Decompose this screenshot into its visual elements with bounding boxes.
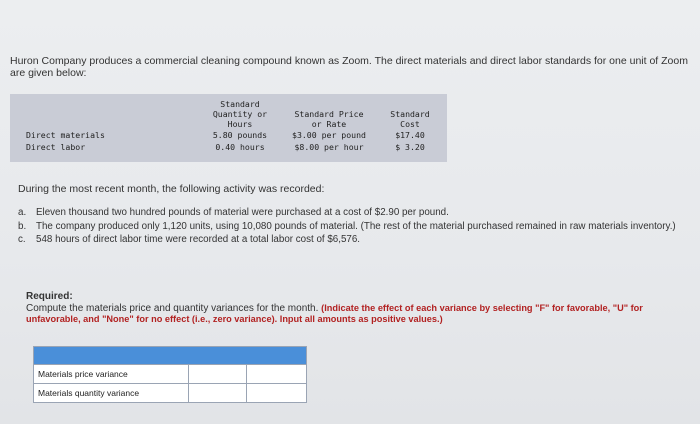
materials-cost: $17.40 [395,130,425,140]
answer-table [33,346,307,403]
row-label-materials-quantity-variance: Materials quantity variance [34,384,189,402]
activity-intro: During the most recent month, the following activity was recorded: [18,183,325,195]
activity-item-b [18,221,688,233]
activity-item-c [18,234,688,246]
required-instruction: (Indicate the effect of each variance by selecting "F" for favorable, "U" for unfavorable, and "None" for no effect (i.e., zero variance). Input all amounts as positive values.) [26,302,643,324]
labor-quantity: 0.40 hours [215,142,265,152]
item-text: The company produced only 1,120 units, using 10,080 pounds of material. (The rest of the material purchased remained in raw materials inventory.) [36,220,676,232]
labor-cost: $ 3.20 [395,142,425,152]
required-text: Compute the materials price and quantity variances for the month. [26,302,319,314]
row-label-direct-materials: Direct materials [26,130,105,140]
header-quantity-line3: Hours [227,119,253,129]
header-cost-line2: Cost [400,119,420,129]
labor-rate: $8.00 per hour [294,142,364,152]
required-heading: Required: [26,291,73,302]
header-price-line2: or Rate [311,119,347,129]
materials-price-variance-effect-select[interactable] [247,365,306,383]
required-section [26,291,666,326]
item-marker: b. [18,220,27,232]
header-price-line1: Standard Price [294,109,364,119]
row-label-direct-labor: Direct labor [26,142,86,152]
materials-price-variance-amount-input[interactable] [189,365,247,383]
item-text: 548 hours of direct labor time were recorded at a total labor cost of $6,576. [36,234,361,245]
header-cost-line1: Standard [390,109,430,119]
materials-price: $3.00 per pound [292,130,366,140]
header-quantity-line2: Quantity or [212,109,268,119]
materials-quantity: 5.80 pounds [212,130,268,140]
activity-item-a [18,207,688,219]
required-text-block [26,303,666,326]
item-marker: c. [18,234,26,245]
row-label-materials-price-variance: Materials price variance [34,365,189,383]
problem-intro: Huron Company produces a commercial cleaning compound known as Zoom. The direct materials and direct labor standards for one unit of Zoom are given below: [10,55,688,79]
activity-list [18,207,688,248]
item-text: Eleven thousand two hundred pounds of material were purchased at a cost of $2.90 per pound. [36,207,449,218]
table-row [34,364,306,383]
table-row [34,383,306,402]
item-marker: a. [18,207,27,218]
materials-quantity-variance-amount-input[interactable] [189,384,247,402]
header-quantity-line1: Standard [220,99,260,109]
standards-table [10,94,447,162]
answer-table-header [34,347,306,364]
materials-quantity-variance-effect-select[interactable] [247,384,306,402]
